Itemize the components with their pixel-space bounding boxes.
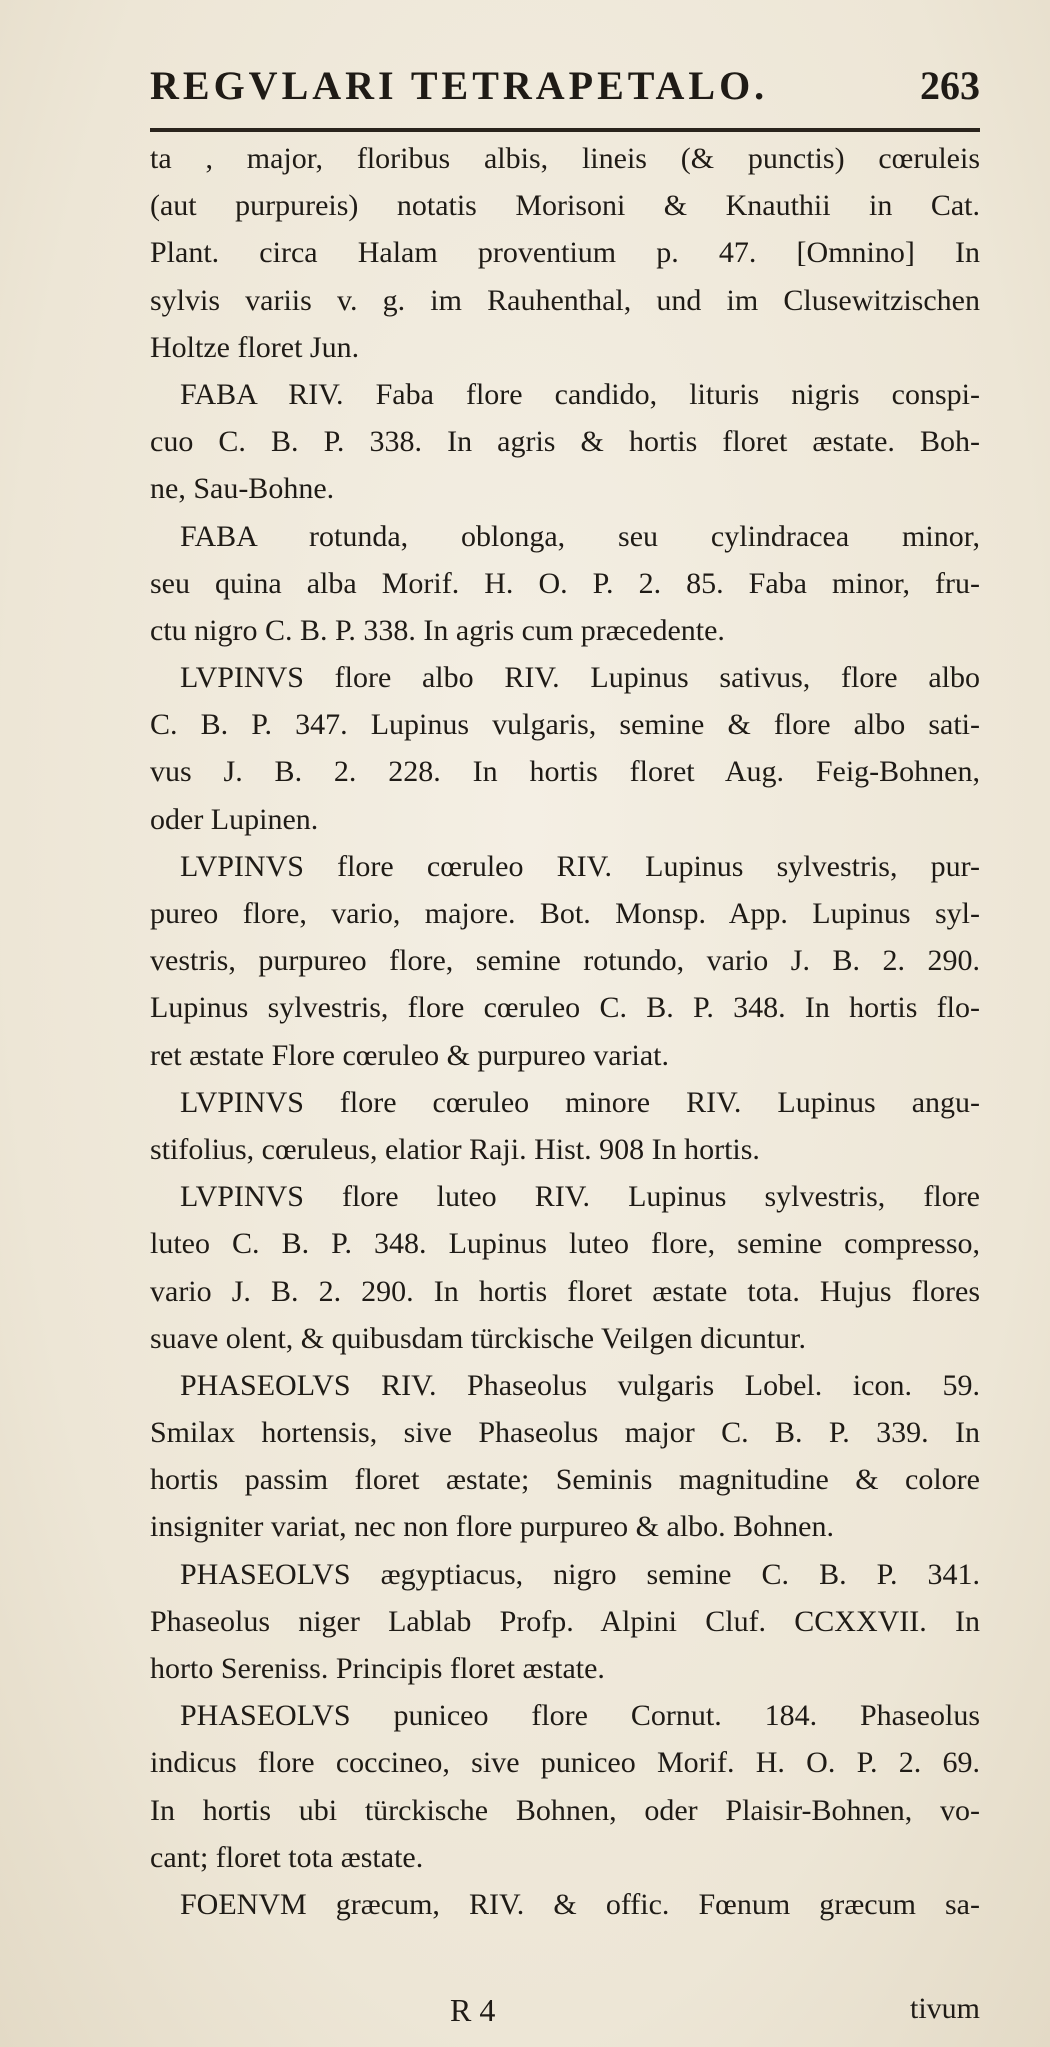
text-line: PHASEOLVS ægyptiacus, nigro semine C. B. P. 341. — [180, 1557, 980, 1591]
text-line: vario J. B. 2. 290. In hortis floret æstate tota. Hujus flores — [150, 1274, 980, 1308]
text-line: indicus flore coccineo, sive puniceo Morif. H. O. P. 2. 69. — [150, 1746, 980, 1780]
text-line: Plant. circa Halam proventium p. 47. [Omnino] In — [150, 236, 980, 270]
text-line: Lupinus sylvestris, flore cœruleo C. B. P. 348. In hortis flo- — [150, 991, 980, 1025]
text-line: (aut purpureis) notatis Morisoni & Knauthii in Cat. — [150, 189, 980, 223]
text-line: hortis passim floret æstate; Seminis magnitudine & colore — [150, 1463, 980, 1497]
text-line: ne, Sau-Bohne. — [150, 472, 335, 506]
page-header — [150, 62, 980, 122]
text-line: FABA rotunda, oblonga, seu cylindracea minor, — [180, 519, 980, 553]
text-line: suave olent, & quibusdam türckische Veilgen dicuntur. — [150, 1321, 806, 1355]
text-line: ret æstate Flore cœruleo & purpureo variat. — [150, 1038, 669, 1072]
text-line: PHASEOLVS RIV. Phaseolus vulgaris Lobel. icon. 59. — [180, 1368, 980, 1402]
text-line: PHASEOLVS puniceo flore Cornut. 184. Phaseolus — [180, 1699, 980, 1733]
signature-mark: R 4 — [450, 1992, 496, 2028]
text-line: LVPINVS flore cœruleo RIV. Lupinus sylvestris, pur- — [180, 849, 980, 883]
text-line: stifolius, cœruleus, elatior Raji. Hist. 908 In hortis. — [150, 1132, 760, 1166]
text-line: ctu nigro C. B. P. 338. In agris cum præcedente. — [150, 613, 725, 647]
text-line: FABA RIV. Faba flore candido, lituris nigris conspi- — [180, 377, 980, 411]
text-line: LVPINVS flore cœruleo minore RIV. Lupinus angu- — [180, 1085, 980, 1119]
text-line: vus J. B. 2. 228. In hortis floret Aug. Feig-Bohnen, — [150, 755, 980, 789]
text-line: Holtze floret Jun. — [150, 330, 360, 364]
page-footer — [150, 1992, 980, 2036]
text-line: insigniter variat, nec non flore purpureo & albo. Bohnen. — [150, 1510, 834, 1544]
running-title: REGVLARI TETRAPETALO. — [150, 63, 769, 108]
body-text — [150, 135, 980, 1928]
text-line: horto Sereniss. Principis floret æstate. — [150, 1652, 605, 1685]
text-line: vestris, purpureo flore, semine rotundo, vario J. B. 2. 290. — [150, 944, 980, 978]
text-line: C. B. P. 347. Lupinus vulgaris, semine & flore albo sati- — [150, 708, 980, 742]
text-line: cant; floret tota æstate. — [150, 1840, 424, 1874]
text-line: In hortis ubi türckische Bohnen, oder Plaisir-Bohnen, vo- — [150, 1793, 980, 1827]
text-line: cuo C. B. P. 338. In agris & hortis floret æstate. Boh- — [150, 425, 980, 459]
text-line: Phaseolus niger Lablab Profp. Alpini Cluf. CCXXVII. In — [150, 1604, 980, 1638]
text-line: LVPINVS flore luteo RIV. Lupinus sylvestris, flore — [180, 1180, 980, 1214]
text-line: luteo C. B. P. 348. Lupinus luteo flore, semine compresso, — [150, 1227, 980, 1261]
text-line: ta , major, floribus albis, lineis (& punctis) cœruleis — [150, 142, 980, 175]
text-line: seu quina alba Morif. H. O. P. 2. 85. Faba minor, fru- — [150, 566, 980, 600]
text-line: LVPINVS flore albo RIV. Lupinus sativus, flore albo — [180, 661, 980, 695]
text-line: FOENVM græcum, RIV. & offic. Fœnum græcum sa- — [180, 1887, 980, 1921]
text-line: sylvis variis v. g. im Rauhenthal, und im Clusewitzischen — [150, 283, 980, 317]
text-line: pureo flore, vario, majore. Bot. Monsp. App. Lupinus syl- — [150, 897, 980, 930]
catchword: tivum — [909, 1992, 980, 2025]
text-line: oder Lupinen. — [150, 802, 319, 836]
page-number: 263 — [920, 63, 980, 108]
text-line: Smilax hortensis, sive Phaseolus major C. B. P. 339. In — [150, 1416, 980, 1450]
header-rule — [150, 128, 980, 132]
